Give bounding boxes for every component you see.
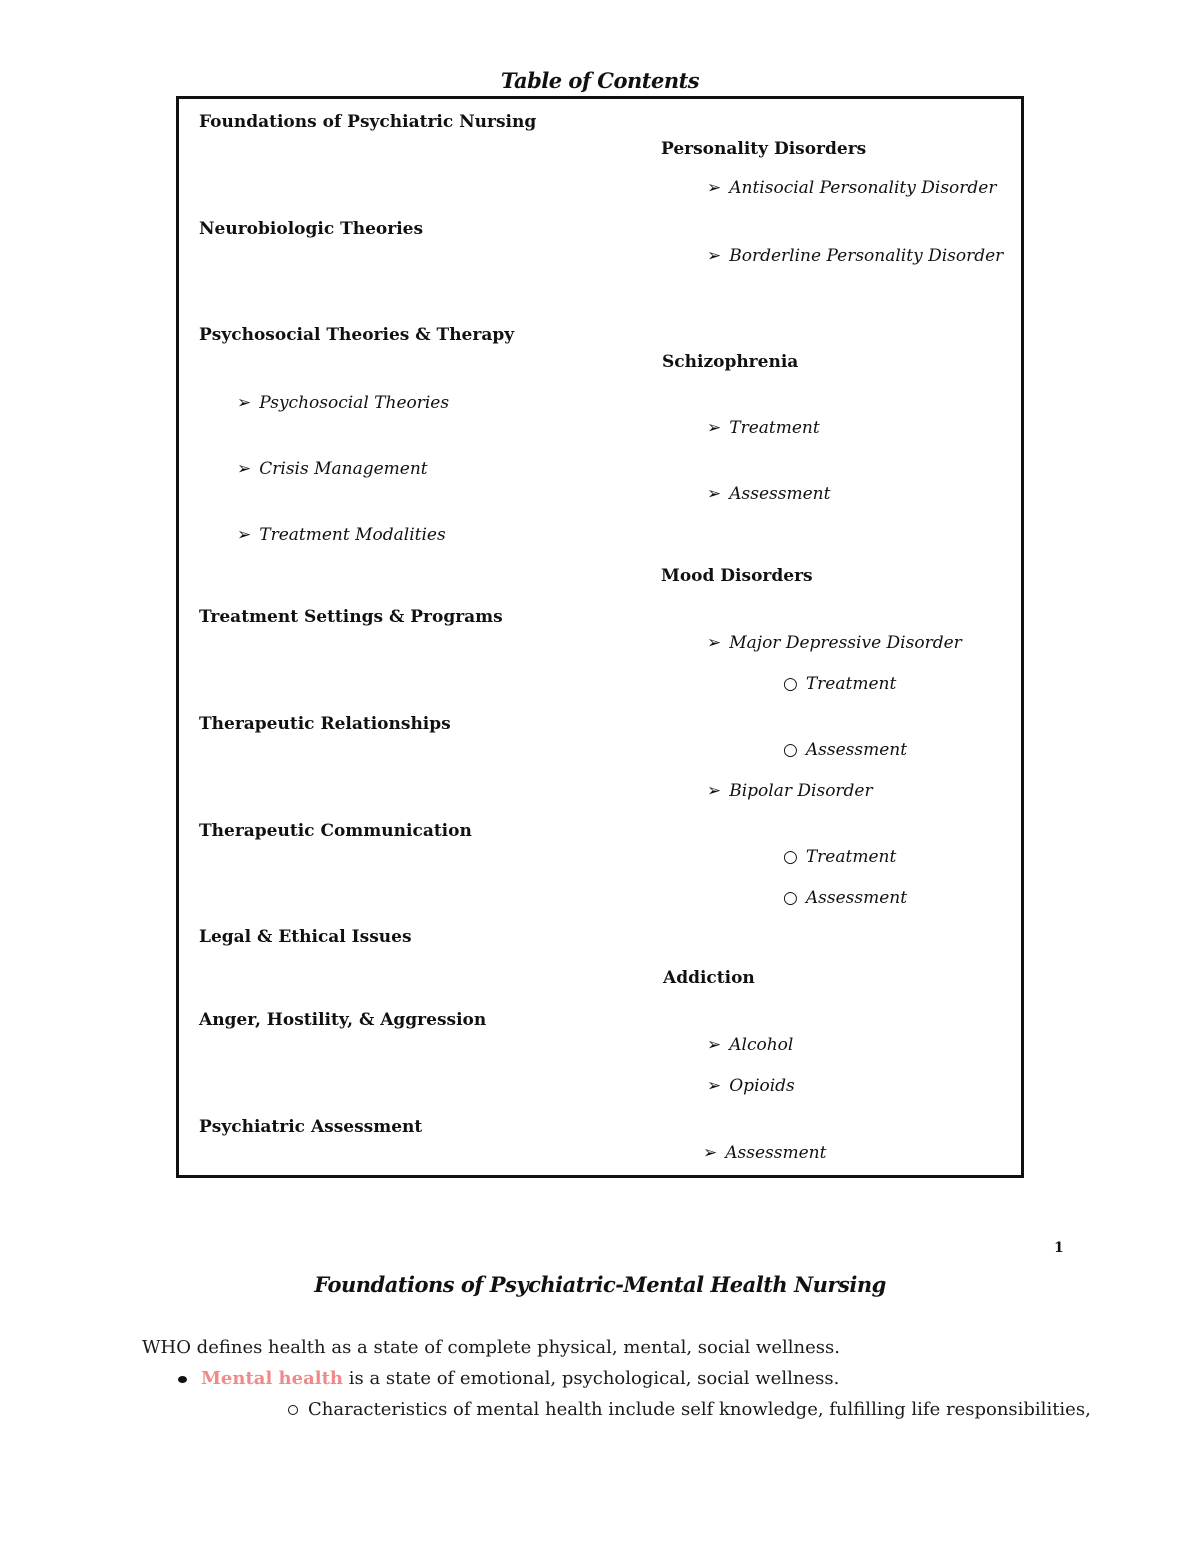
arrow-icon: ➢ [703,1143,718,1163]
toc-communication[interactable]: Therapeutic Communication [199,821,472,841]
arrow-icon: ➢ [707,246,722,266]
toc-psychiatric-assessment[interactable]: Psychiatric Assessment [199,1117,423,1137]
arrow-icon: ➢ [707,1076,722,1096]
circle-icon: ○ [783,847,798,867]
toc-mdd-assessment[interactable]: ○ Assessment [783,740,908,760]
bullet-icon [178,1376,187,1383]
toc-psychosocial-theories[interactable]: ➢ Psychosocial Theories [237,393,450,413]
toc-crisis-management[interactable]: ➢ Crisis Management [237,459,428,479]
bullet-mental-health: Mental health is a state of emotional, psychological, social wellness. [178,1368,839,1389]
toc-bipolar-treatment[interactable]: ○ Treatment [783,847,897,867]
toc-schizophrenia-assessment[interactable]: ➢ Assessment [707,484,831,504]
toc-title: Table of Contents [500,68,700,93]
circle-icon: ○ [783,674,798,694]
arrow-icon: ➢ [237,525,252,545]
toc-addiction[interactable]: Addiction [663,968,755,988]
toc-bipolar[interactable]: ➢ Bipolar Disorder [707,781,873,801]
toc-antisocial[interactable]: ➢ Antisocial Personality Disorder [707,178,997,198]
toc-mdd-treatment[interactable]: ○ Treatment [783,674,897,694]
circle-bullet-icon [288,1405,298,1415]
toc-legal[interactable]: Legal & Ethical Issues [199,927,412,947]
toc-psychosocial[interactable]: Psychosocial Theories & Therapy [199,325,515,345]
arrow-icon: ➢ [707,1035,722,1055]
section-title: Foundations of Psychiatric-Mental Health Nursing [314,1272,886,1297]
toc-borderline[interactable]: ➢ Borderline Personality Disorder [707,246,1004,266]
toc-personality[interactable]: Personality Disorders [661,139,867,159]
toc-alcohol[interactable]: ➢ Alcohol [707,1035,794,1055]
highlight-mental-health: Mental health [201,1368,343,1389]
paragraph-health-definition: WHO defines health as a state of complete physical, mental, social wellness. [142,1337,840,1358]
toc-schizophrenia-treatment[interactable]: ➢ Treatment [707,418,820,438]
toc-settings[interactable]: Treatment Settings & Programs [199,607,503,627]
arrow-icon: ➢ [707,178,722,198]
toc-schizophrenia[interactable]: Schizophrenia [662,352,799,372]
arrow-icon: ➢ [237,393,252,413]
toc-foundations[interactable]: Foundations of Psychiatric Nursing [199,112,537,132]
arrow-icon: ➢ [707,484,722,504]
subbullet-characteristics: Characteristics of mental health include self knowledge, fulfilling life responsibilities, [288,1399,1091,1420]
circle-icon: ○ [783,740,798,760]
toc-opioids[interactable]: ➢ Opioids [707,1076,795,1096]
toc-relationships[interactable]: Therapeutic Relationships [199,714,451,734]
arrow-icon: ➢ [707,781,722,801]
toc-treatment-modalities[interactable]: ➢ Treatment Modalities [237,525,446,545]
toc-mdd[interactable]: ➢ Major Depressive Disorder [707,633,962,653]
circle-icon: ○ [783,888,798,908]
toc-addiction-assessment[interactable]: ➢ Assessment [703,1143,827,1163]
page-number: 1 [1054,1240,1064,1256]
toc-neurobiologic[interactable]: Neurobiologic Theories [199,219,424,239]
arrow-icon: ➢ [237,459,252,479]
arrow-icon: ➢ [707,418,722,438]
arrow-icon: ➢ [707,633,722,653]
toc-anger[interactable]: Anger, Hostility, & Aggression [199,1010,487,1030]
toc-mood[interactable]: Mood Disorders [661,566,813,586]
toc-bipolar-assessment[interactable]: ○ Assessment [783,888,908,908]
